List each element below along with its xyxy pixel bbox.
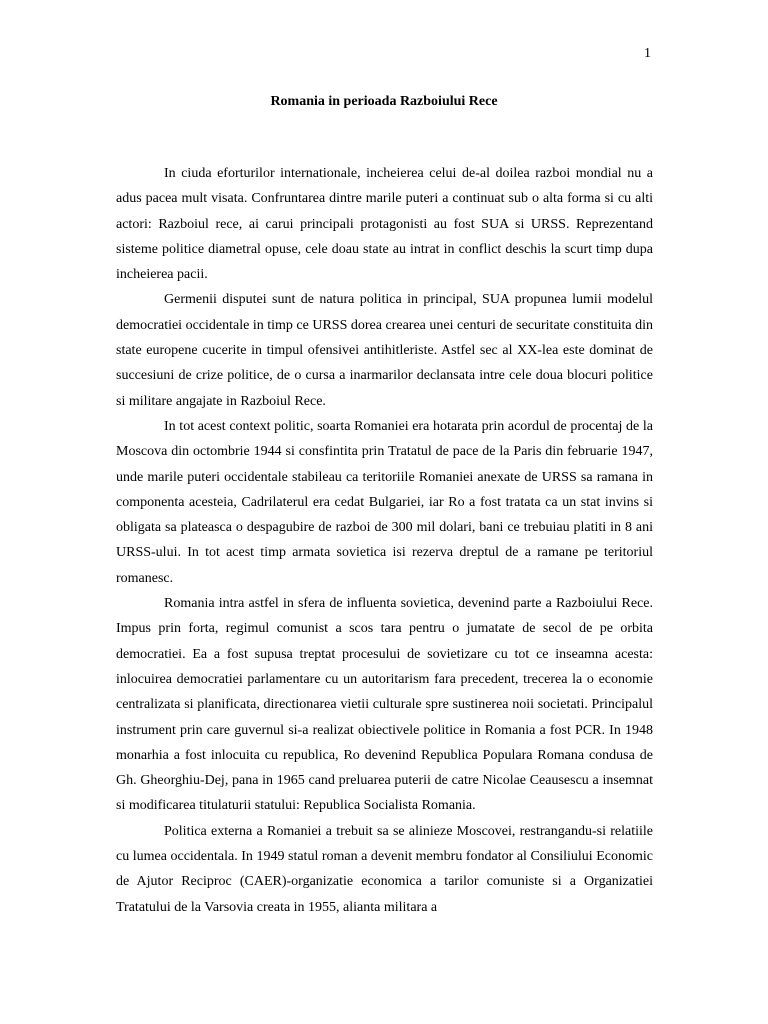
page-number: 1 xyxy=(644,46,651,61)
document-title: Romania in perioada Razboiului Rece xyxy=(270,94,498,109)
paragraph: In ciuda eforturilor internationale, incheierea celui de-al doilea razboi mondial nu a adus pacea mult visata. Confruntarea dintre marile puteri a continuat sub o alta forma si cu alti actori: Razboiul rece, ai carui principali protagonisti au fost SUA si URSS. Reprezentand sisteme politice diametral opuse, cele doau state au intrat in conflict deschis la scurt timp dupa incheierea pacii. xyxy=(116,166,653,283)
document-body xyxy=(116,161,653,920)
paragraph: In tot acest context politic, soarta Romaniei era hotarata prin acordul de procentaj de la Moscova din octombrie 1944 si consfintita prin Tratatul de pace de la Paris din februarie 1947, unde marile puteri occidentale stabileau ca teritoriile Romaniei anexate de URSS sa ramana in componenta acesteia, Cadrilaterul era cedat Bulgariei, iar Ro a fost tratata ca un stat invins si obligata sa plateasca o despagubire de razboi de 300 mil dolari, bani ce trebuiau platiti in 8 ani URSS-ului. In tot acest timp armata sovietica isi rezerva dreptul de a ramane pe teritoriul romanesc. xyxy=(116,418,653,586)
paragraph: Romania intra astfel in sfera de influenta sovietica, devenind parte a Razboiului Rece. Impus prin forta, regimul comunist a scos tara pentru o jumatate de secol de pe orbita democratiei. Ea a fost supusa treptat procesului de sovietizare cu tot ce inseamna acesta: inlocuirea democratiei parlamentare cu un autoritarism fara precedent, trecerea la o economie centralizata si planificata, directionarea vietii culturale spre sustinerea noii societati. Principalul instrument prin care guvernul si-a realizat obiectivele politice in Romania a fost PCR. In 1948 monarhia a fost inlocuita cu republica, Ro devenind Republica Populara Romana condusa de Gh. Gheorghiu-Dej, pana in 1965 cand preluarea puterii de catre Nicolae Ceausescu a insemnat si modificarea titulaturii statului: Republica Socialista Romania. xyxy=(116,596,653,814)
paragraph: Germenii disputei sunt de natura politica in principal, SUA propunea lumii modelul democratiei occidentale in timp ce URSS dorea crearea unei centuri de securitate constituita din state europene cucerite in timpul ofensivei antihitleriste. Astfel sec al XX-lea este dominat de succesiuni de crize politice, de o cursa a inarmarilor declansata intre cele doua blocuri politice si militare angajate in Razboiul Rece. xyxy=(116,292,653,409)
paragraph: Politica externa a Romaniei a trebuit sa se alinieze Moscovei, restrangandu-si relatiile cu lumea occidentala. In 1949 statul roman a devenit membru fondator al Consiliului Economic de Ajutor Reciproc (CAER)-organizatie economica a tarilor comuniste si a Organizatiei Tratatului de la Varsovia creata in 1955, alianta militara a xyxy=(116,823,653,915)
